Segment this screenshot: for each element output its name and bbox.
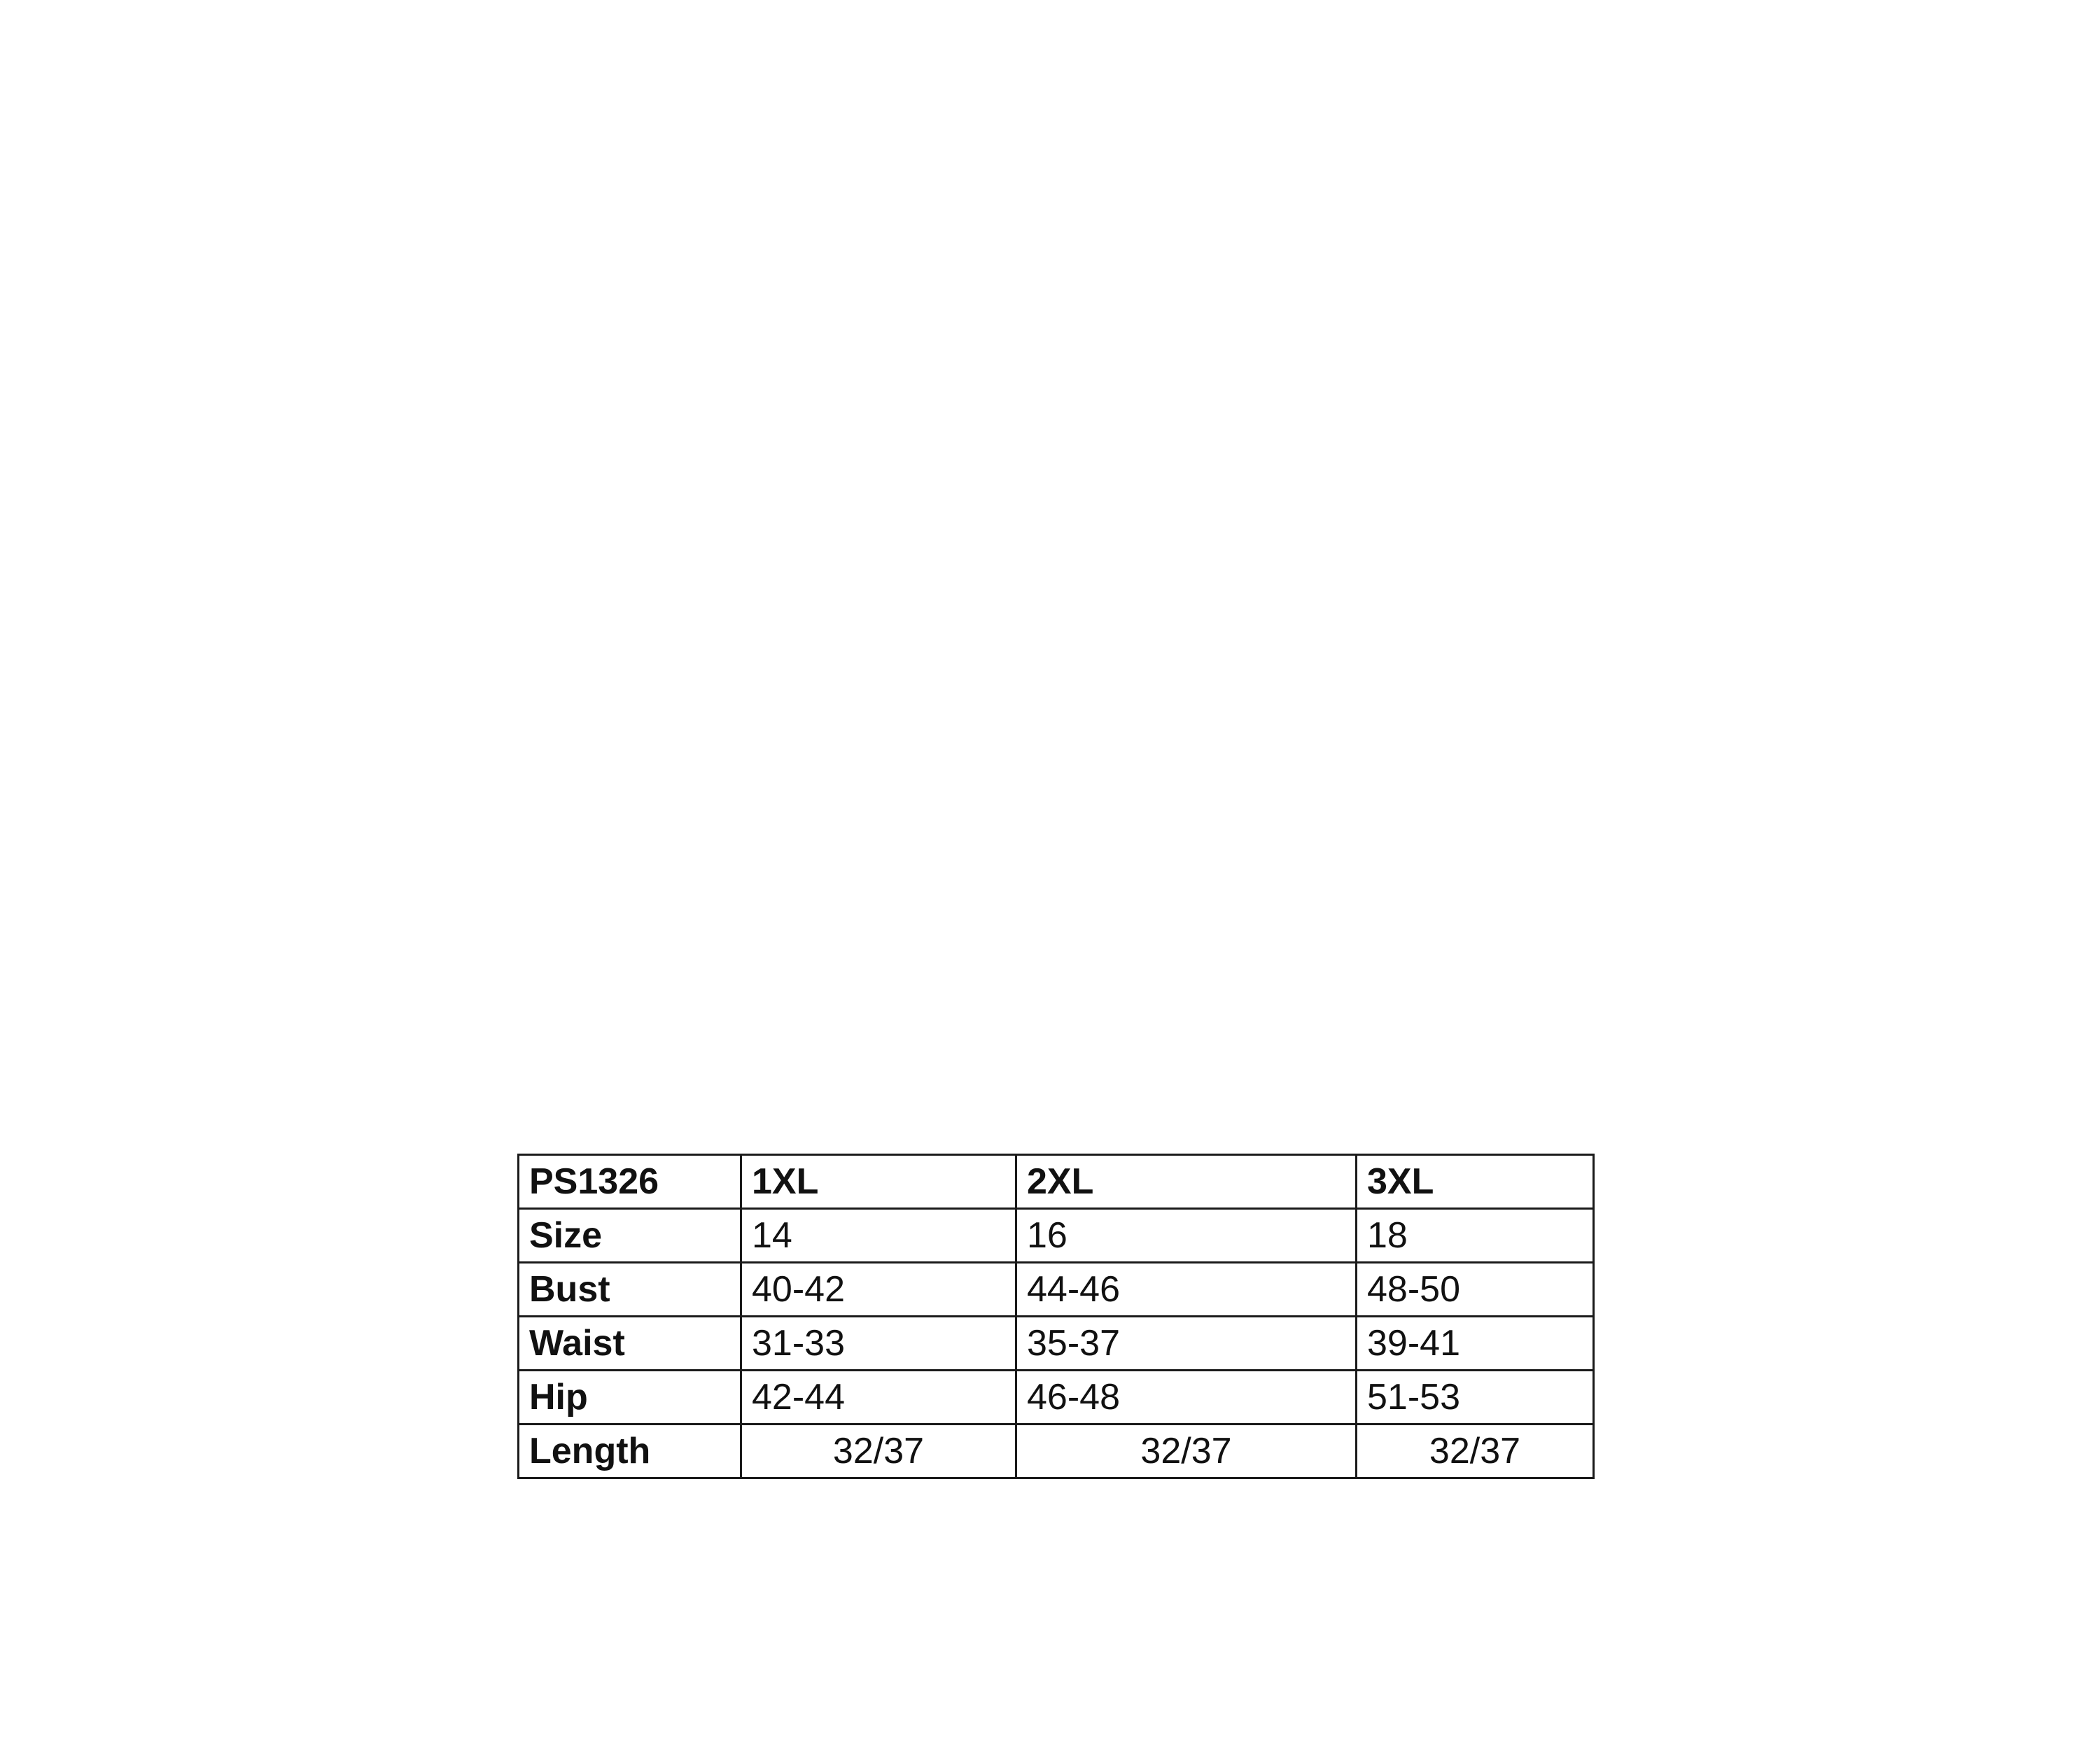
table-cell: 32/37 bbox=[1357, 1424, 1594, 1478]
table-row bbox=[519, 1317, 1594, 1371]
row-label-waist: Waist bbox=[519, 1317, 741, 1371]
table-cell: 32/37 bbox=[1016, 1424, 1357, 1478]
table-cell: 42-44 bbox=[741, 1371, 1016, 1424]
table-row bbox=[519, 1371, 1594, 1424]
table-row bbox=[519, 1209, 1594, 1263]
size-header-3xl: 3XL bbox=[1357, 1155, 1594, 1209]
row-label-hip: Hip bbox=[519, 1371, 741, 1424]
row-label-size: Size bbox=[519, 1209, 741, 1263]
table-cell: 18 bbox=[1357, 1209, 1594, 1263]
table-cell: 35-37 bbox=[1016, 1317, 1357, 1371]
table-header-row bbox=[519, 1155, 1594, 1209]
table-cell: 14 bbox=[741, 1209, 1016, 1263]
table-cell: 51-53 bbox=[1357, 1371, 1594, 1424]
table-cell: 48-50 bbox=[1357, 1263, 1594, 1317]
row-label-length: Length bbox=[519, 1424, 741, 1478]
size-header-1xl: 1XL bbox=[741, 1155, 1016, 1209]
table-cell: 16 bbox=[1016, 1209, 1357, 1263]
row-label-bust: Bust bbox=[519, 1263, 741, 1317]
table-row bbox=[519, 1424, 1594, 1478]
table-row bbox=[519, 1263, 1594, 1317]
style-code-cell: PS1326 bbox=[519, 1155, 741, 1209]
table-cell: 32/37 bbox=[741, 1424, 1016, 1478]
size-header-2xl: 2XL bbox=[1016, 1155, 1357, 1209]
table-cell: 46-48 bbox=[1016, 1371, 1357, 1424]
size-chart-table bbox=[517, 1154, 1595, 1479]
table-cell: 31-33 bbox=[741, 1317, 1016, 1371]
table-cell: 44-46 bbox=[1016, 1263, 1357, 1317]
table-cell: 40-42 bbox=[741, 1263, 1016, 1317]
table-cell: 39-41 bbox=[1357, 1317, 1594, 1371]
